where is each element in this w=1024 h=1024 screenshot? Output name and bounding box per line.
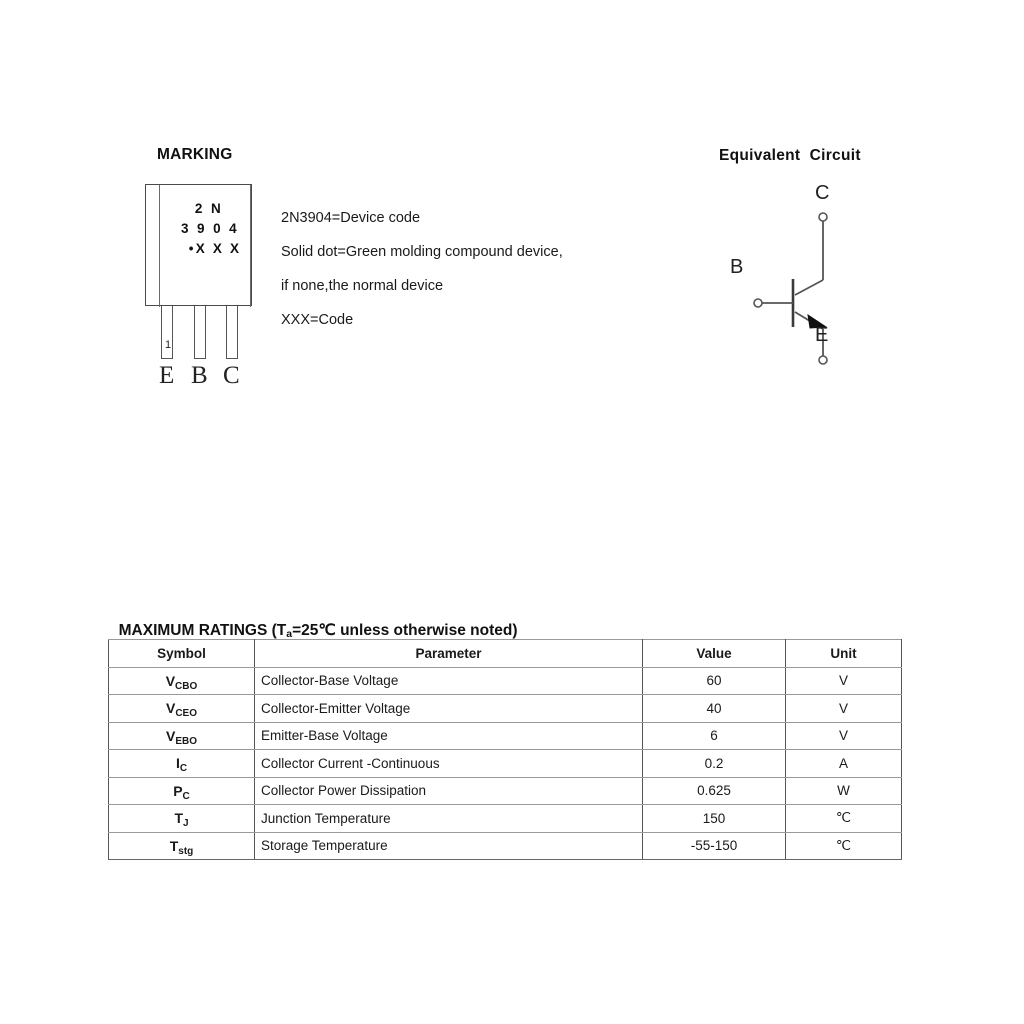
table-row bbox=[109, 832, 902, 860]
cell-value: 60 bbox=[643, 667, 786, 695]
table-row bbox=[109, 695, 902, 723]
symbol-subscript: CEO bbox=[175, 708, 197, 720]
collector-diagonal-line bbox=[795, 280, 823, 295]
column-header-parameter: Parameter bbox=[255, 640, 643, 668]
marking-heading: MARKING bbox=[157, 146, 233, 163]
symbol-subscript: J bbox=[183, 818, 189, 830]
cell-symbol bbox=[109, 777, 255, 805]
cell-symbol bbox=[109, 722, 255, 750]
cell-unit: V bbox=[786, 667, 902, 695]
cell-symbol bbox=[109, 750, 255, 778]
package-marking-line-1: 2 N bbox=[194, 201, 224, 216]
table-row bbox=[109, 722, 902, 750]
marking-note-line-2: Solid dot=Green molding compound device, bbox=[281, 244, 563, 260]
column-header-unit: Unit bbox=[786, 640, 902, 668]
cell-parameter: Collector-Emitter Voltage bbox=[255, 695, 643, 723]
symbol-text: $T_{stg}$ bbox=[169, 837, 194, 857]
cell-value: 150 bbox=[643, 805, 786, 833]
cell-unit: W bbox=[786, 777, 902, 805]
package-lead-3 bbox=[226, 306, 238, 359]
max-ratings-title bbox=[110, 603, 518, 640]
package-body bbox=[145, 184, 252, 306]
column-header-symbol: Symbol bbox=[109, 640, 255, 668]
symbol-text: $V_{CBO}$ bbox=[165, 672, 198, 692]
symbol-text: $V_{CEO}$ bbox=[165, 700, 197, 720]
cell-value: 40 bbox=[643, 695, 786, 723]
pin-label-base: B bbox=[191, 362, 208, 389]
symbol-subscript: C bbox=[179, 763, 188, 775]
package-marking-line-2: 3 9 0 4 bbox=[180, 221, 240, 236]
maximum-ratings-table bbox=[108, 639, 902, 860]
table-row bbox=[109, 750, 902, 778]
equivalent-circuit-schematic bbox=[700, 180, 900, 370]
marking-note-line-4: XXX=Code bbox=[281, 312, 354, 328]
package-lead-2 bbox=[194, 306, 206, 359]
pin-label-emitter: E bbox=[159, 362, 175, 389]
column-header-value: Value bbox=[643, 640, 786, 668]
pin-1-number: 1 bbox=[165, 339, 172, 351]
cell-unit: ℃ bbox=[786, 832, 902, 860]
package-lead-1 bbox=[161, 306, 173, 359]
marking-note-line-3: if none,the normal device bbox=[281, 278, 444, 294]
cell-symbol bbox=[109, 805, 255, 833]
pin-label-collector: C bbox=[223, 362, 240, 389]
marking-note-line-1: 2N3904=Device code bbox=[281, 210, 421, 226]
cell-unit: A bbox=[786, 750, 902, 778]
symbol-text: $I_C$ bbox=[175, 755, 188, 775]
cell-value: 0.2 bbox=[643, 750, 786, 778]
cell-parameter: Collector Power Dissipation bbox=[255, 777, 643, 805]
cell-unit: ℃ bbox=[786, 805, 902, 833]
cell-parameter: Emitter-Base Voltage bbox=[255, 722, 643, 750]
cell-value: -55-150 bbox=[643, 832, 786, 860]
symbol-text: $V_{EBO}$ bbox=[165, 727, 197, 747]
equivalent-circuit-heading: Equivalent Circuit bbox=[719, 147, 861, 164]
max-ratings-title-suffix: =25℃ unless otherwise noted) bbox=[292, 622, 518, 639]
cell-parameter: Collector-Base Voltage bbox=[255, 667, 643, 695]
package-outline-drawing bbox=[140, 184, 270, 394]
max-ratings-title-prefix: MAXIMUM RATINGS (T bbox=[118, 622, 287, 639]
table-row bbox=[109, 777, 902, 805]
package-marking-text bbox=[164, 199, 256, 259]
table-header-row bbox=[109, 640, 902, 668]
cell-parameter: Collector Current -Continuous bbox=[255, 750, 643, 778]
marking-notes bbox=[281, 201, 681, 337]
package-marking-line-3: •X X X bbox=[188, 241, 242, 256]
package-body-left-edge-line bbox=[159, 185, 160, 307]
cell-symbol bbox=[109, 695, 255, 723]
symbol-subscript: CBO bbox=[175, 680, 198, 692]
symbol-subscript: C bbox=[182, 790, 190, 802]
cell-unit: V bbox=[786, 695, 902, 723]
cell-value: 0.625 bbox=[643, 777, 786, 805]
cell-unit: V bbox=[786, 722, 902, 750]
table-row bbox=[109, 805, 902, 833]
circuit-label-base: B bbox=[730, 256, 744, 278]
symbol-text: $P_C$ bbox=[173, 782, 190, 802]
symbol-text: $T_J$ bbox=[174, 810, 189, 830]
cell-parameter: Storage Temperature bbox=[255, 832, 643, 860]
cell-symbol bbox=[109, 667, 255, 695]
collector-terminal-node bbox=[819, 213, 827, 221]
cell-symbol bbox=[109, 832, 255, 860]
circuit-label-collector: C bbox=[815, 182, 830, 204]
pin-labels bbox=[140, 362, 270, 392]
symbol-subscript: EBO bbox=[175, 735, 197, 747]
base-terminal-node bbox=[754, 299, 762, 307]
symbol-subscript: stg bbox=[178, 845, 194, 857]
cell-parameter: Junction Temperature bbox=[255, 805, 643, 833]
max-ratings-title-subscript: a bbox=[286, 628, 293, 640]
circuit-label-emitter: E bbox=[815, 324, 829, 346]
table-row bbox=[109, 667, 902, 695]
cell-value: 6 bbox=[643, 722, 786, 750]
emitter-terminal-node bbox=[819, 356, 827, 364]
